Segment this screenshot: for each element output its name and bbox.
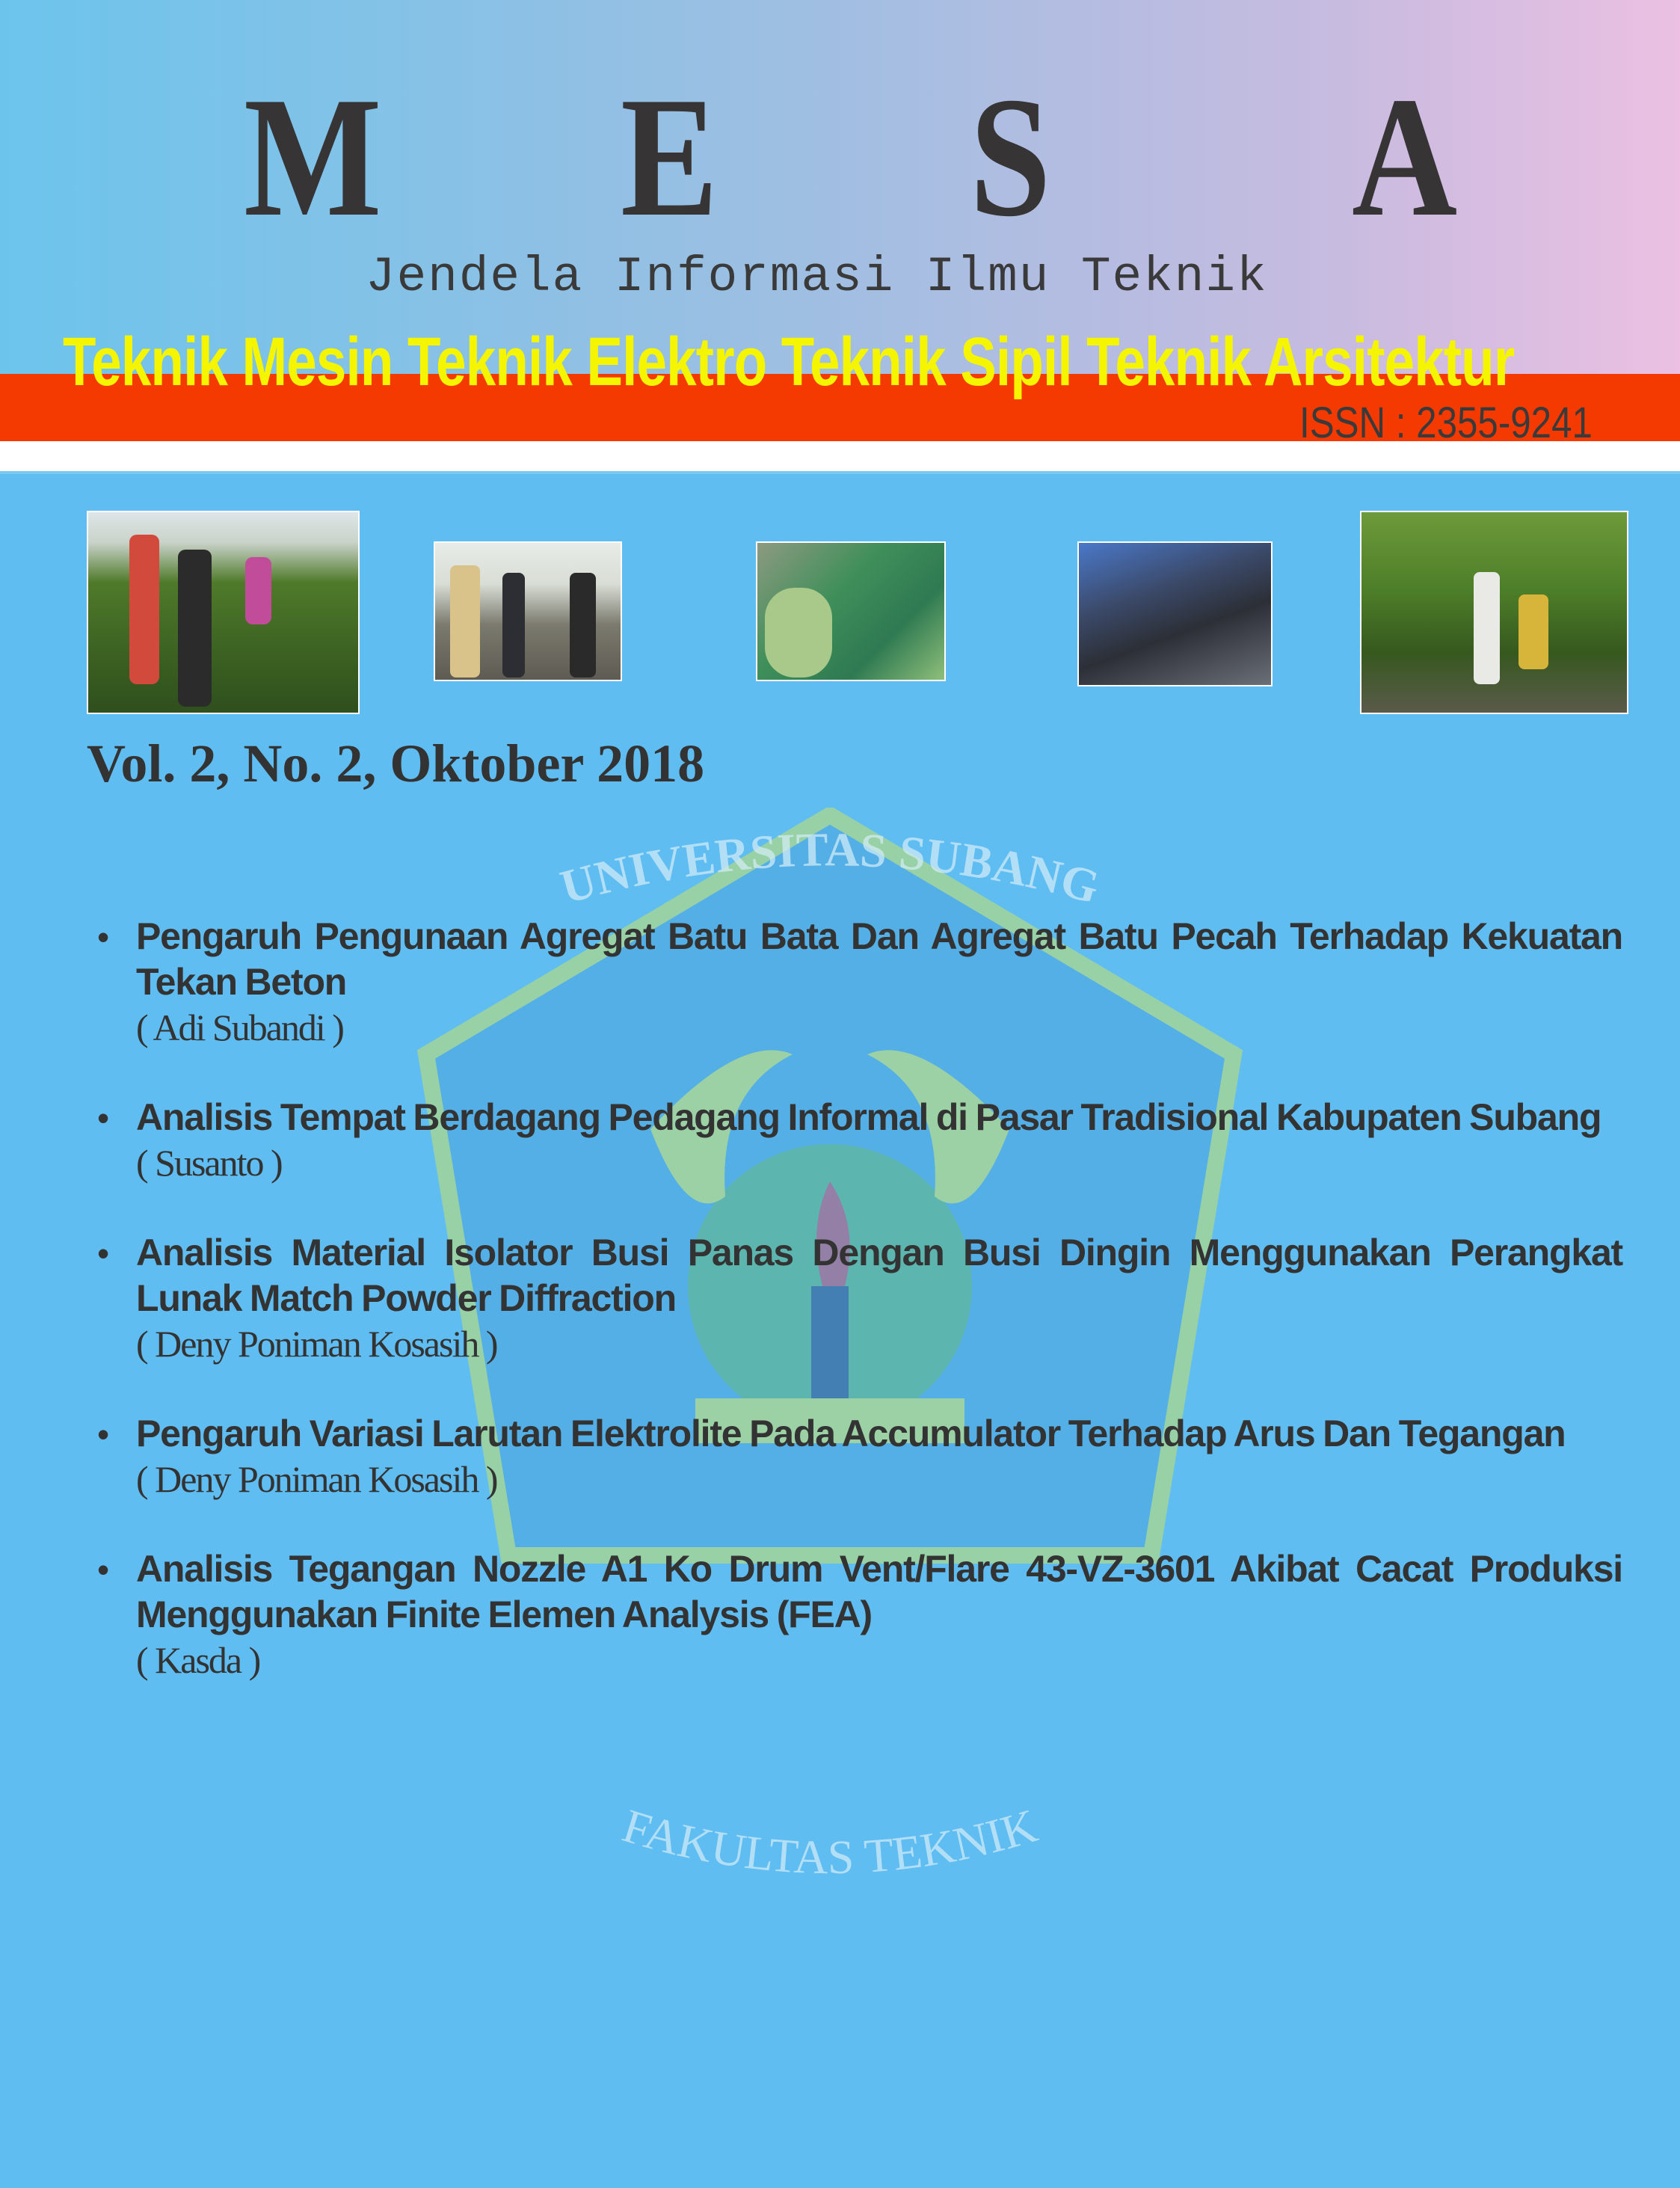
watermark-bottom-text: FAKULTAS TEKNIK [616,1810,1043,1884]
article-author: ( Deny Poniman Kosasih ) [136,1458,497,1500]
article-item [97,1230,1622,1366]
article-title: Pengaruh Variasi Larutan Elektrolite Pada Accumulator Terhadap Arus Dan Tegangan [136,1413,1566,1454]
photo-group-visit [434,541,622,681]
photo-field-survey [87,511,360,714]
title-letter-m: M [244,61,382,252]
article-author: ( Adi Subandi ) [136,1007,343,1048]
bullet-icon: • [97,1550,110,1589]
departments: Teknik Mesin Teknik Elektro Teknik Sipil Teknik Arsitektur [63,324,1515,400]
article-author: ( Susanto ) [136,1142,282,1184]
article-title: Analisis Material Isolator Busi Panas Dengan Busi Dingin Menggunakan Perangkat Lunak Match Powder Diffraction [136,1232,1622,1319]
article-item [97,1546,1622,1683]
watermark-top-arc [404,800,1256,912]
article-title: Analisis Tempat Berdagang Pedagang Informal di Pasar Tradisional Kabupaten Subang [136,1096,1601,1138]
bullet-icon: • [97,1415,110,1454]
bullet-icon: • [97,1234,110,1273]
watermark-bottom-arc [404,1810,1256,1907]
title-letter-s: S [970,61,1051,252]
svg-text:UNIVERSITAS SUBANG [555,823,1105,912]
photo-lab-machine [756,541,946,681]
photo-engine [1077,541,1273,686]
article-title: Pengaruh Pengunaan Agregat Batu Bata Dan Agregat Batu Pecah Terhadap Kekuatan Tekan Beton [136,915,1622,1003]
article-author: ( Deny Poniman Kosasih ) [136,1323,497,1365]
article-item [97,914,1622,1050]
bullet-icon: • [97,918,110,956]
article-item [97,1411,1622,1502]
article-title: Analisis Tegangan Nozzle A1 Ko Drum Vent/Flare 43-VZ-3601 Akibat Cacat Produksi Menggunakan Finite Elemen Analysis (FEA) [136,1548,1622,1635]
tagline: Jendela Informasi Ilmu Teknik [366,249,1268,305]
photo-river-survey [1360,511,1628,714]
title-letter-e: E [621,61,719,252]
article-list [97,914,1622,1727]
volume-issue: Vol. 2, No. 2, Oktober 2018 [87,734,705,793]
article-item [97,1095,1622,1185]
article-author: ( Kasda ) [136,1639,260,1681]
issn: ISSN : 2355-9241 [1299,399,1593,447]
title-letter-a: A [1352,61,1458,252]
watermark-top-text: UNIVERSITAS SUBANG [555,823,1105,912]
svg-text:FAKULTAS TEKNIK [617,1810,1043,1884]
bullet-icon: • [97,1098,110,1137]
